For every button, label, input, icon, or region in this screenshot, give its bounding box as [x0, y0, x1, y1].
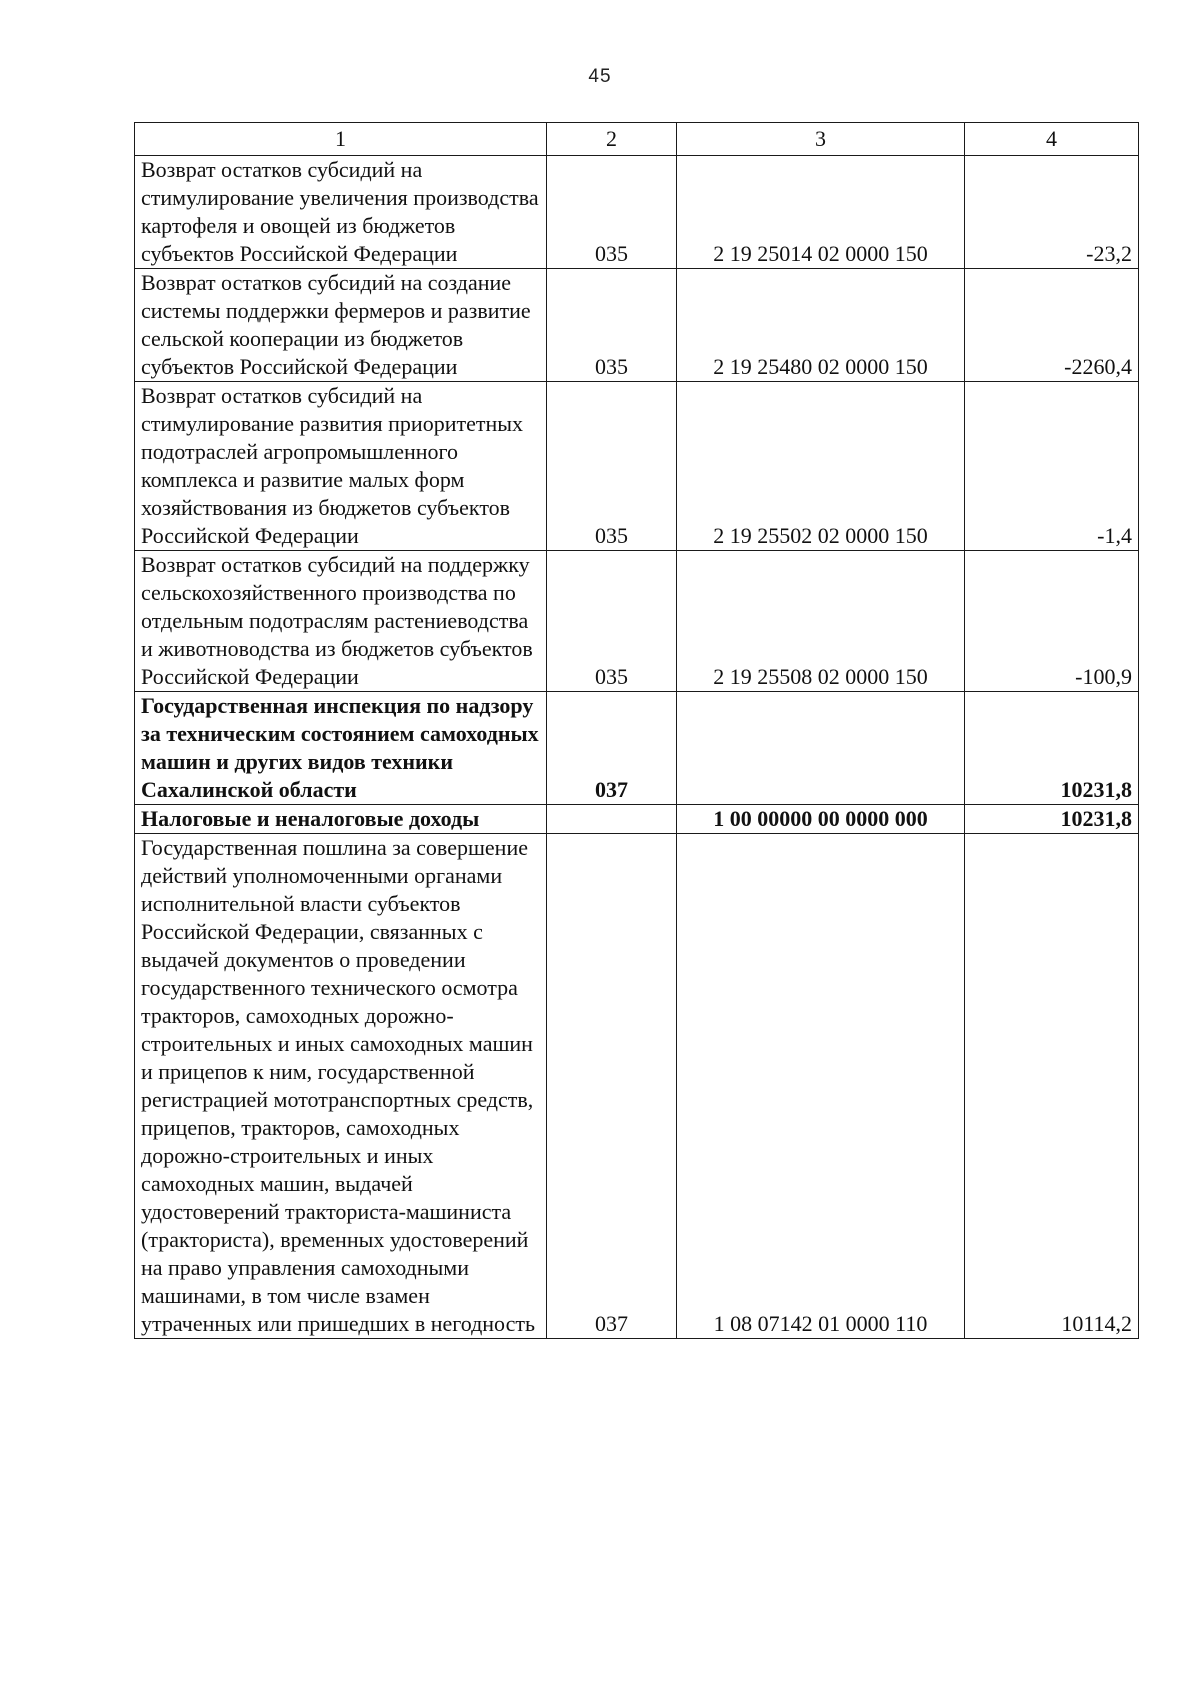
row-code-cell: 1 08 07142 01 0000 110 [677, 834, 965, 1339]
header-row [135, 123, 1139, 156]
row-admin-cell: 035 [547, 269, 677, 382]
table-row [135, 834, 1139, 1339]
row-admin-cell: 035 [547, 156, 677, 269]
row-name-cell: Государственная пошлина за совершение действий уполномоченными органами исполнительной власти субъектов Российской Федерации, связанных с выдачей документов о проведении государственного технического осмотра тракторов, самоходных дорожно-строительных и иных самоходных машин и прицепов к ним, государственной регистрацией мототранспортных средств, прицепов, тракторов, самоходных дорожно-строительных и иных самоходных машин, выдачей удостоверений тракториста-машиниста (тракториста), временных удостоверений на право управления самоходными машинами, в том числе взамен утраченных или пришедших в негодность [135, 834, 547, 1339]
row-code-cell: 2 19 25508 02 0000 150 [677, 551, 965, 692]
row-name-cell: Государственная инспекция по надзору за техническим состоянием самоходных машин и других видов техники Сахалинской области [135, 692, 547, 805]
row-name-cell: Возврат остатков субсидий на стимулирование развития приоритетных подотраслей агропромышленного комплекса и развитие малых форм хозяйствования из бюджетов субъектов Российской Федерации [135, 382, 547, 551]
row-code-cell: 2 19 25014 02 0000 150 [677, 156, 965, 269]
row-amount-cell: 10231,8 [965, 692, 1139, 805]
header-cell-1: 1 [135, 123, 547, 156]
table-row-section-total [135, 805, 1139, 834]
row-code-cell [677, 692, 965, 805]
budget-table [134, 122, 1139, 1339]
row-amount-cell: -100,9 [965, 551, 1139, 692]
row-name-cell: Налоговые и неналоговые доходы [135, 805, 547, 834]
table-row [135, 551, 1139, 692]
header-cell-3: 3 [677, 123, 965, 156]
row-name-cell: Возврат остатков субсидий на стимулирование увеличения производства картофеля и овощей из бюджетов субъектов Российской Федерации [135, 156, 547, 269]
row-admin-cell: 035 [547, 382, 677, 551]
page-number: 45 [588, 66, 612, 87]
row-admin-cell: 037 [547, 692, 677, 805]
row-admin-cell [547, 805, 677, 834]
row-amount-cell: -1,4 [965, 382, 1139, 551]
row-admin-cell: 035 [547, 551, 677, 692]
row-code-cell: 2 19 25502 02 0000 150 [677, 382, 965, 551]
row-code-cell: 2 19 25480 02 0000 150 [677, 269, 965, 382]
row-amount-cell: -23,2 [965, 156, 1139, 269]
row-amount-cell: 10231,8 [965, 805, 1139, 834]
row-admin-cell: 037 [547, 834, 677, 1339]
table-row-agency-total [135, 692, 1139, 805]
header-cell-4: 4 [965, 123, 1139, 156]
row-name-cell: Возврат остатков субсидий на поддержку сельскохозяйственного производства по отдельным подотраслям растениеводства и животноводства из бюджетов субъектов Российской Федерации [135, 551, 547, 692]
table-row [135, 156, 1139, 269]
header-cell-2: 2 [547, 123, 677, 156]
row-name-cell: Возврат остатков субсидий на создание системы поддержки фермеров и развитие сельской кооперации из бюджетов субъектов Российской Федерации [135, 269, 547, 382]
row-amount-cell: 10114,2 [965, 834, 1139, 1339]
table-row [135, 382, 1139, 551]
row-code-cell: 1 00 00000 00 0000 000 [677, 805, 965, 834]
row-amount-cell: -2260,4 [965, 269, 1139, 382]
table-row [135, 269, 1139, 382]
